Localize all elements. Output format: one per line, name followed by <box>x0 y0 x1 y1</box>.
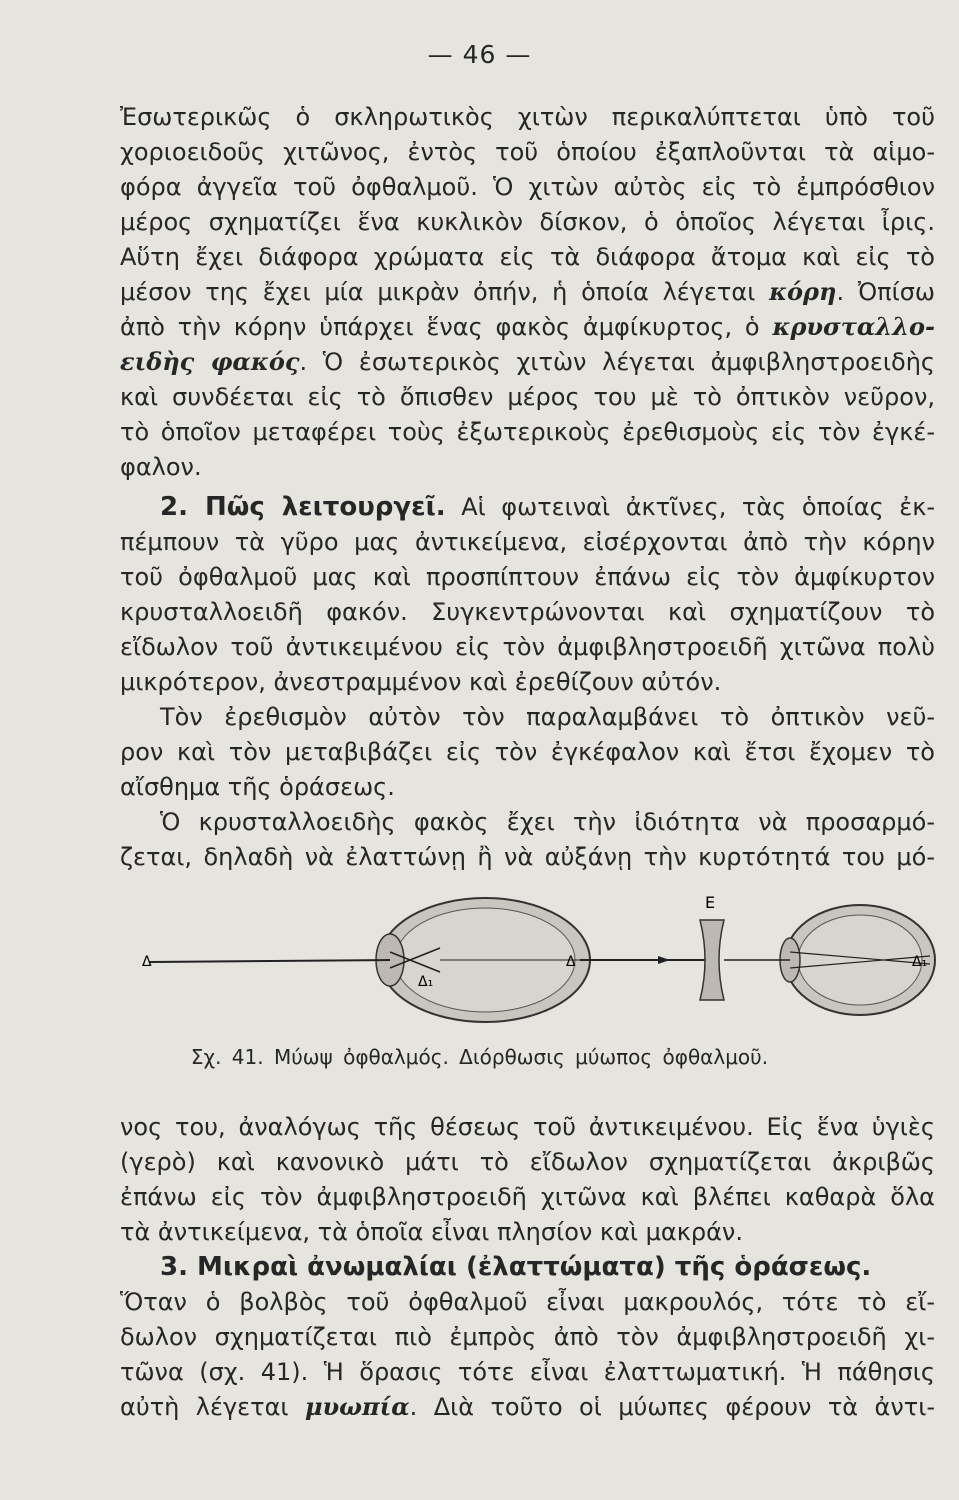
text-line: ζεται, δηλαδὴ νὰ ἐλαττώνῃ ἢ νὰ αὐξάνῃ τὴν κυρτότητά του μό- <box>120 843 935 871</box>
text-line: χοριοειδοῦς χιτῶνος, ἐντὸς τοῦ ὁποίου ἐξαπλοῦνται τὰ αἱμο- <box>120 138 935 166</box>
text-line: τοῦ ὀφθαλμοῦ μας καὶ προσπίπτουν ἐπάνω εἰς τὸν ἀμφίκυρτον <box>120 563 935 591</box>
text-line: φαλον. <box>120 453 202 481</box>
text-line: δωλον σχηματίζεται πιὸ ἐμπρὸς ἀπὸ τὸν ἀμφιβληστροειδῆ χι- <box>120 1323 935 1351</box>
text-span: μέσον της ἔχει μία μικρὰν ὀπήν, ἡ ὁποία λέγεται <box>120 278 756 306</box>
text-line: μέρος σχηματίζει ἕνα κυκλικὸν δίσκον, ὁ ὁποῖος λέγεται ἶρις. <box>120 208 935 236</box>
emphasized-term: κόρη <box>769 277 837 306</box>
text-line: εἴδωλον τοῦ ἀντικειμένου εἰς τὸν ἀμφιβληστροειδῆ χιτῶνα πολὺ <box>120 633 935 661</box>
text-line: αἴσθημα τῆς ὁράσεως. <box>120 773 395 801</box>
text-line: ἐπάνω εἰς τὸν ἀμφιβληστροειδῆ χιτῶνα καὶ βλέπει καθαρὰ ὅλα <box>120 1183 935 1211</box>
text-line: φόρα ἀγγεῖα τοῦ ὀφθαλμοῦ. Ὁ χιτὼν αὐτὸς εἰς τὸ ἐμπρόσθιον <box>120 173 935 201</box>
text-line <box>160 1250 935 1284</box>
figure-caption: Σχ. 41. Μύωψ ὀφθαλμός. Διόρθωσις μύωπος ὀφθαλμοῦ. <box>190 1045 769 1069</box>
text-line <box>120 275 935 309</box>
text-line: Ἐσωτερικῶς ὁ σκληρωτικὸς χιτὼν περικαλύπτεται ὑπὸ τοῦ <box>120 103 935 131</box>
section-heading: 2. Πῶς λειτουργεῖ. <box>160 492 446 522</box>
text-line: Τὸν ἐρεθισμὸν αὐτὸν τὸν παραλαμβάνει τὸ ὀπτικὸν νεῦ- <box>160 703 935 731</box>
text-line: κρυσταλλοειδῆ φακόν. Συγκεντρώνονται καὶ σχηματίζουν τὸ <box>120 598 935 626</box>
text-line: τὰ ἀντικείμενα, τὰ ὁποῖα εἶναι πλησίον καὶ μακράν. <box>120 1218 743 1246</box>
corrected-eye-diagram <box>580 905 935 1015</box>
emphasized-term: μυωπία <box>304 1392 410 1421</box>
label-left-start: Δ <box>142 954 152 970</box>
text-line <box>120 1390 935 1424</box>
text-line: τῶνα (σχ. 41). Ἡ ὅρασις τότε εἶναι ἐλαττωματική. Ἡ πάθησις <box>120 1358 935 1386</box>
text-line: μικρότερον, ἀνεστραμμένον καὶ ἐρεθίζουν αὐτόν. <box>120 668 722 696</box>
text-line: Ὁ κρυσταλλοειδὴς φακὸς ἔχει τὴν ἰδιότητα νὰ προσαρμό- <box>160 808 935 836</box>
text-line: (γερὸ) καὶ κανονικὸ μάτι τὸ εἴδωλον σχηματίζεται ἀκριβῶς <box>120 1148 935 1176</box>
text-line <box>120 310 935 344</box>
text-line <box>120 345 935 379</box>
text-line: ρον καὶ τὸν μεταβιβάζει εἰς τὸν ἐγκέφαλον καὶ ἔτσι ἔχομεν τὸ <box>120 738 935 766</box>
label-left-focus: Δ₁ <box>418 974 434 990</box>
text-line: Αὕτη ἔχει διάφορα χρώματα εἰς τὰ διάφορα ἄτομα καὶ εἰς τὸ <box>120 243 935 271</box>
page-number: — 46 — <box>427 40 532 69</box>
text-span: ἀπὸ τὴν κόρην ὑπάρχει ἕνας φακὸς ἀμφίκυρτος, ὁ <box>120 313 760 341</box>
myopic-eye-diagram <box>150 898 590 1022</box>
text-line <box>160 490 935 524</box>
label-right-start: Δ <box>566 954 576 970</box>
text-span: . Ὀπίσω <box>836 278 936 306</box>
emphasized-term: κρυσταλλο- <box>772 312 935 341</box>
label-lens: Ε <box>705 893 716 912</box>
text-line: νος του, ἀναλόγως τῆς θέσεως τοῦ ἀντικειμένου. Εἰς ἕνα ὑγιὲς <box>120 1113 935 1141</box>
text-line: Ὅταν ὁ βολβὸς τοῦ ὀφθαλμοῦ εἶναι μακρουλός, τότε τὸ εἴ- <box>120 1288 935 1316</box>
emphasized-term: ειδὴς φακός <box>120 347 300 376</box>
text-line: καὶ συνδέεται εἰς τὸ ὄπισθεν μέρος του μὲ τὸ ὀπτικὸν νεῦρον, <box>120 383 935 411</box>
text-line: πέμπουν τὰ γῦρο μας ἀντικείμενα, εἰσέρχονται ἀπὸ τὴν κόρην <box>120 528 935 556</box>
text-span: . Ὁ ἐσωτερικὸς χιτὼν λέγεται ἀμφιβληστροειδὴς <box>299 348 935 376</box>
text-span: Αἱ φωτειναὶ ἀκτῖνες, τὰς ὁποίας ἐκ- <box>461 493 936 521</box>
section-heading: 3. Μικραὶ ἀνωμαλίαι (ἐλαττώματα) τῆς ὁράσεως. <box>160 1252 872 1282</box>
text-line: τὸ ὁποῖον μεταφέρει τοὺς ἐξωτερικοὺς ἐρεθισμοὺς εἰς τὸν ἐγκέ- <box>120 418 935 446</box>
text-span: αὐτὴ λέγεται <box>120 1393 289 1421</box>
label-right-end: Δ₁ <box>912 954 928 970</box>
text-span: . Διὰ τοῦτο οἱ μύωπες φέρουν τὰ ἀντι- <box>409 1393 935 1421</box>
eye-diagram-figure <box>140 880 940 1040</box>
